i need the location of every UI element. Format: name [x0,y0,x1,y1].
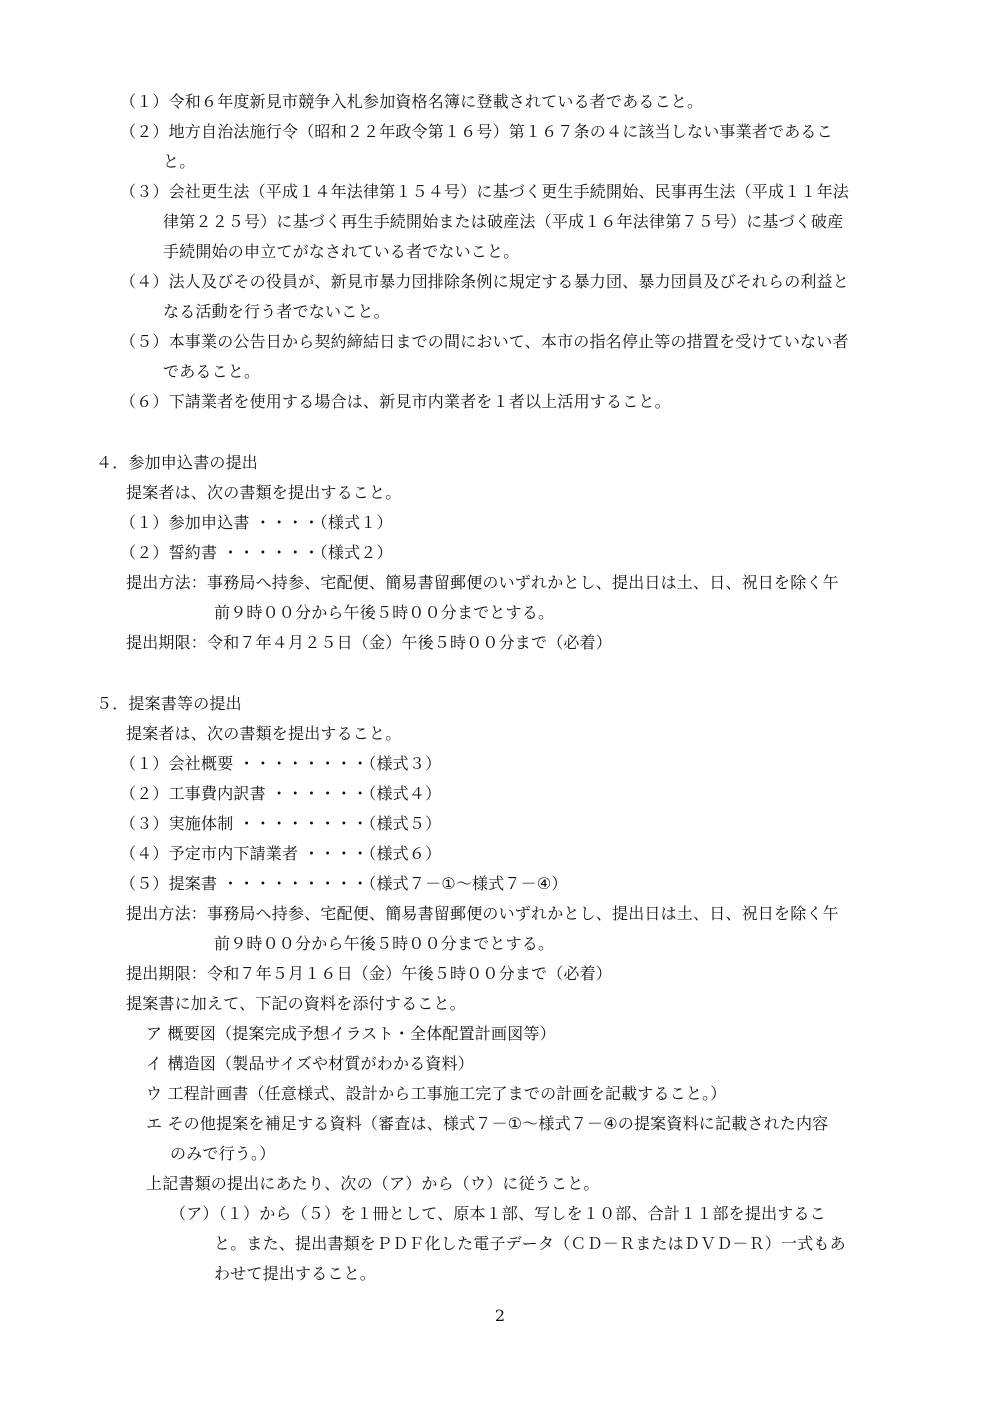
attachments-intro: 提案書に加えて、下記の資料を添付すること。 [126,994,466,1013]
section-5-method-line-1: 提出方法：事務局へ持参、宅配便、簡易書留郵便のいずれかとし、提出日は土、日、祝日を除く午 [126,904,839,923]
condition-6: （６）下請業者を使用する場合は、新見市内業者を１者以上活用すること。 [120,392,671,411]
section-4-heading: ４．参加申込書の提出 [96,453,259,472]
attachment-e-line-2: のみで行う。） [170,1144,276,1163]
condition-5-line-2: であること。 [163,362,261,381]
section-4-method-line-2: 前９時００分から午後５時００分までとする。 [214,603,555,622]
rule-a-line-3: わせて提出すること。 [214,1264,377,1283]
section-5-item-3: （３）実施体制 ・・・・・・・・（様式５） [120,814,442,833]
section-5-item-4: （４）予定市内下請業者 ・・・・（様式６） [120,844,442,863]
condition-2-line-2: と。 [163,152,196,171]
condition-3-line-1: （３）会社更生法（平成１４年法律第１５４号）に基づく更生手続開始、民事再生法（平成１１年法 [120,182,850,201]
section-5-intro: 提案者は、次の書類を提出すること。 [126,724,402,743]
section-5-item-2: （２）工事費内訳書 ・・・・・・（様式４） [120,784,442,803]
condition-1: （１）令和６年度新見市競争入札参加資格名簿に登載されている者であること。 [120,92,704,111]
section-5-item-1: （１）会社概要 ・・・・・・・・（様式３） [120,754,442,773]
condition-4-line-1: （４）法人及びその役員が、新見市暴力団排除条例に規定する暴力団、暴力団員及びそれらの利益と [120,272,850,291]
section-4-intro: 提案者は、次の書類を提出すること。 [126,483,402,502]
rule-a-line-1: （ア）（１）から（５）を１冊として、原本１部、写しを１０部、合計１１部を提出するこ [170,1204,826,1223]
attachment-i: イ 構造図（製品サイズや材質がわかる資料） [146,1054,475,1073]
rule-a-line-2: と。また、提出書類をＰＤＦ化した電子データ（ＣＤ－ＲまたはＤＶＤ－Ｒ）一式もあ [214,1234,846,1253]
attachment-u: ウ 工程計画書（任意様式、設計から工事施工完了までの計画を記載すること。） [146,1084,727,1103]
condition-5-line-1: （５）本事業の公告日から契約締結日までの間において、本市の指名停止等の措置を受けていない者 [120,332,849,351]
section-4-deadline: 提出期限：令和７年４月２５日（金）午後５時００分まで（必着） [126,633,613,652]
condition-3-line-3: 手続開始の申立てがなされている者でないこと。 [163,242,520,261]
section-5-method-line-2: 前９時００分から午後５時００分までとする。 [214,934,555,953]
section-5-deadline: 提出期限：令和７年５月１６日（金）午後５時００分まで（必着） [126,964,613,983]
rules-intro: 上記書類の提出にあたり、次の（ア）から（ウ）に従うこと。 [146,1174,600,1193]
condition-2-line-1: （２）地方自治法施行令（昭和２２年政令第１６号）第１６７条の４に該当しない事業者であるこ [120,122,833,141]
attachment-e-line-1: エ その他提案を補足する資料（審査は、様式７－①～様式７－④の提案資料に記載された内容 [146,1114,829,1133]
section-4-method-line-1: 提出方法：事務局へ持参、宅配便、簡易書留郵便のいずれかとし、提出日は土、日、祝日を除く午 [126,573,839,592]
condition-3-line-2: 律第２２５号）に基づく再生手続開始または破産法（平成１６年法律第７５号）に基づく破産 [163,212,844,231]
page-number: 2 [494,1306,506,1325]
attachment-a: ア 概要図（提案完成予想イラスト・全体配置計画図等） [146,1024,556,1043]
section-5-item-5: （５）提案書 ・・・・・・・・・（様式７－①～様式７－④） [120,874,568,893]
condition-4-line-2: なる活動を行う者でないこと。 [163,302,390,321]
section-4-item-1: （１）参加申込書 ・・・・（様式１） [120,513,393,532]
section-4-item-2: （２）誓約書 ・・・・・・（様式２） [120,543,393,562]
section-5-heading: ５．提案書等の提出 [96,694,242,713]
